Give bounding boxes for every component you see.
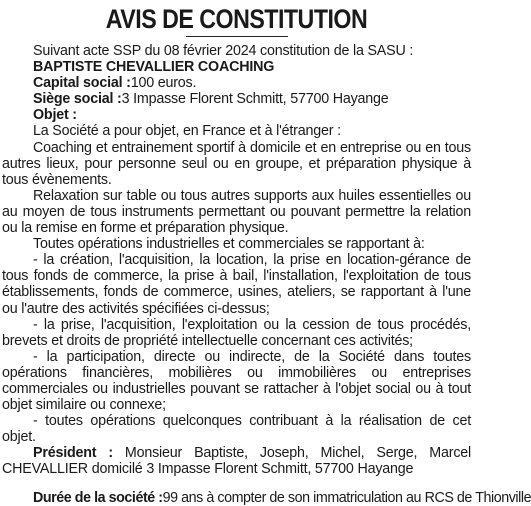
objet-label: Objet : <box>33 107 77 124</box>
objet-paragraph: - la participation, directe ou indirecte, de la Société dans toutes opérations financières, mobilières ou immobilières ou entreprises commerciales ou industrielles pouvant se rattacher à l'objet social ou à tout objet similaire ou connexe; <box>2 348 471 414</box>
objet-paragraph: La Société a pour objet, en France et à l'étranger : <box>33 123 341 140</box>
objet-paragraph: Relaxation sur table ou tous autres supports aux huiles essentielles ou au moyen de tous instruments permettant ou pouvant permettre la relation ou la remise en forme et préparation physique. <box>2 187 471 237</box>
duree-line <box>2 489 531 506</box>
president-value: Monsieur Baptiste, Joseph, Michel, Serge, Marcel CHEVALLIER domicilé 3 Impasse Florent Schmitt, 57700 Hayange <box>2 445 471 478</box>
capital-value: 100 euros. <box>130 75 197 92</box>
spacer <box>2 478 471 490</box>
siege-line <box>2 91 471 107</box>
president-line <box>2 445 471 477</box>
duree-value: 99 ans à compter de son immatriculation au RCS de Thionville <box>162 489 531 506</box>
siege-value: 3 Impasse Florent Schmitt, 57700 Hayange <box>121 91 389 108</box>
objet-paragraph: - la création, l'acquisition, la location, la prise en location-gérance de tous fonds de commerce, la prise à bail, l'installation, l'exploitation de tous établissements, fonds de commerce, usines, ateliers, se rapportant à l'une ou l'autre des activités spécifiées ci-dessus; <box>2 252 471 317</box>
capital-label: Capital social : <box>33 75 131 92</box>
duree-label: Durée de la société : <box>33 489 163 506</box>
objet-paragraph: - toutes opérations quelconques contribuant à la réalisation de cet objet. <box>2 413 471 446</box>
siege-label: Siège social : <box>33 91 122 108</box>
notice-body <box>2 43 531 506</box>
notice-title: AVIS DE CONSTITUTION <box>105 4 368 34</box>
president-label: Président : <box>33 445 113 462</box>
objet-paragraph: Toutes opérations industrielles et commerciales se rapportant à: <box>33 236 425 253</box>
objet-paragraph: - la prise, l'acquisition, l'exploitation ou la cession de tous procédés, brevets et droits de propriété intellectuelle concernant ces activités; <box>2 316 471 349</box>
intro-line: Suivant acte SSP du 08 février 2024 constitution de la SASU : <box>33 43 414 59</box>
capital-line <box>2 75 471 91</box>
objet-paragraph: Coaching et entrainement sportif à domicile et en entreprise ou en tous autres lieux, pour personne seul ou en groupe, et préparation physique à tous évènements. <box>2 139 471 188</box>
title-divider <box>186 36 288 37</box>
company-name: BAPTISTE CHEVALLIER COACHING <box>33 59 275 76</box>
